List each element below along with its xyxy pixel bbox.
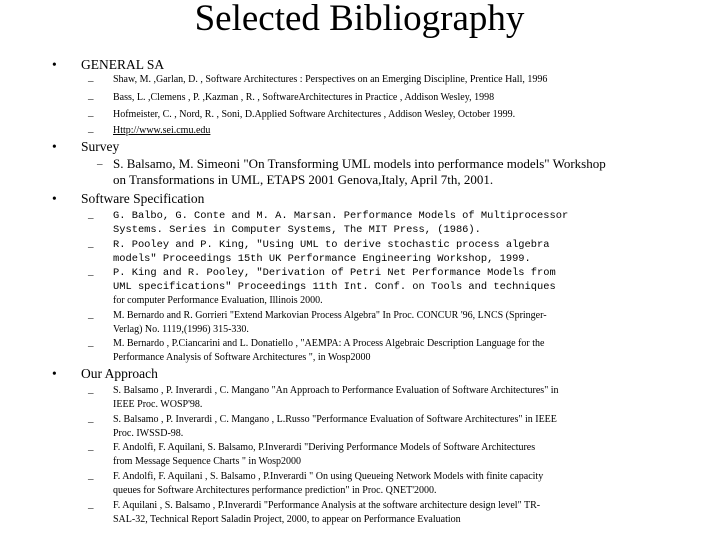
list-item: M. Bernardo and R. Gorrieri "Extend Markovian Process Algebra" In Proc. CONCUR '96, LNCS (Springer- Verlag) No. 1119,(1996) 315-330. (113, 310, 547, 335)
list-item: F. Andolfi, F. Aquilani, S. Balsamo, P.Inverardi "Deriving Performance Models of Software Architectures from Message Sequence Charts " in Wosp2000 (113, 442, 536, 467)
section-label: Software Specification (81, 191, 205, 206)
section-label: Survey (81, 139, 120, 154)
dash: – (88, 312, 94, 324)
bullet: • (52, 57, 57, 72)
section-label: Our Approach (81, 366, 158, 381)
list-item: F. Aquilani , S. Balsamo , P.Inverardi "Performance Analysis at the software architecture design level" TR- SAL-32, Technical Report Saladin Project, 2000, to appear on Performance Evaluation (113, 500, 541, 525)
dash: – (88, 340, 94, 352)
list-item: Hofmeister, C. , Nord, R. , Soni, D.Applied Software Architectures , Addison Wesley, October 1999. (113, 109, 516, 120)
list-item: Bass, L. ,Clemens , P. ,Kazman , R. , SoftwareArchitectures in Practice , Addison Wesley, 1998 (113, 92, 495, 103)
list-item: G. Balbo, G. Conte and M. A. Marsan. Performance Models of Multiprocessor Systems. Series in Computer Systems, The MIT Press, (1986). (113, 210, 569, 236)
dash: – (88, 444, 94, 456)
dash: – (88, 416, 94, 428)
list-item: S. Balsamo , P. Inverardi , C. Mangano "An Approach to Performance Evaluation of Software Architectures" in IEEE Proc. WOSP'98. (113, 385, 559, 410)
dash: – (88, 502, 94, 514)
dash: – (88, 387, 94, 399)
list-item: S. Balsamo, M. Simeoni "On Transforming UML models into performance models" Workshop on Transformations in UML, ETAPS 2001 Genova,Italy, April 7th, 2001. (113, 156, 606, 187)
list-item: M. Bernardo , P.Ciancarini and L. Donatiello , "AEMPA: A Process Algebraic Description Language for the Performance Analysis of Software Architectures ", in Wosp2000 (113, 338, 545, 363)
list-item: F. Andolfi, F. Aquilani , S. Balsamo , P.Inverardi " On using Queueing Network Models with finite capacity queues for Software Architectures performance prediction" in Proc. QNET'2000. (113, 471, 544, 496)
list-item[interactable] (113, 124, 673, 138)
list-item: P. King and R. Pooley, "Derivation of Petri Net Performance Models from UML specifications" Proceedings 11th Int. Conf. on Tools and techniques for computer Performance Evaluation, Illinois 2000. (113, 267, 556, 306)
dash: – (88, 212, 94, 224)
dash: – (88, 241, 94, 253)
list-item: S. Balsamo , P. Inverardi , C. Mangano , L.Russo "Performance Evaluation of Software Architectures" in IEEE Proc. IWSSD-98. (113, 414, 557, 439)
dash: – (88, 93, 94, 105)
dash: – (97, 158, 103, 170)
page-title: Selected Bibliography (194, 0, 525, 39)
section-label: GENERAL SA (81, 57, 165, 72)
dash: – (88, 473, 94, 485)
bullet: • (52, 191, 57, 206)
bullet: • (52, 366, 57, 381)
list-item: Shaw, M. ,Garlan, D. , Software Architectures : Perspectives on an Emerging Discipline, Prentice Hall, 1996 (113, 74, 548, 85)
sei-link[interactable]: Http://www.sei.cmu.edu (113, 125, 211, 136)
list-item: R. Pooley and P. King, "Using UML to derive stochastic process algebra models" Proceedings 15th UK Performance Engineering Workshop, 1999. (113, 239, 550, 265)
bullet: • (52, 139, 57, 154)
dash: – (88, 75, 94, 87)
dash: – (88, 110, 94, 122)
dash: – (88, 126, 94, 138)
dash: – (88, 269, 94, 281)
